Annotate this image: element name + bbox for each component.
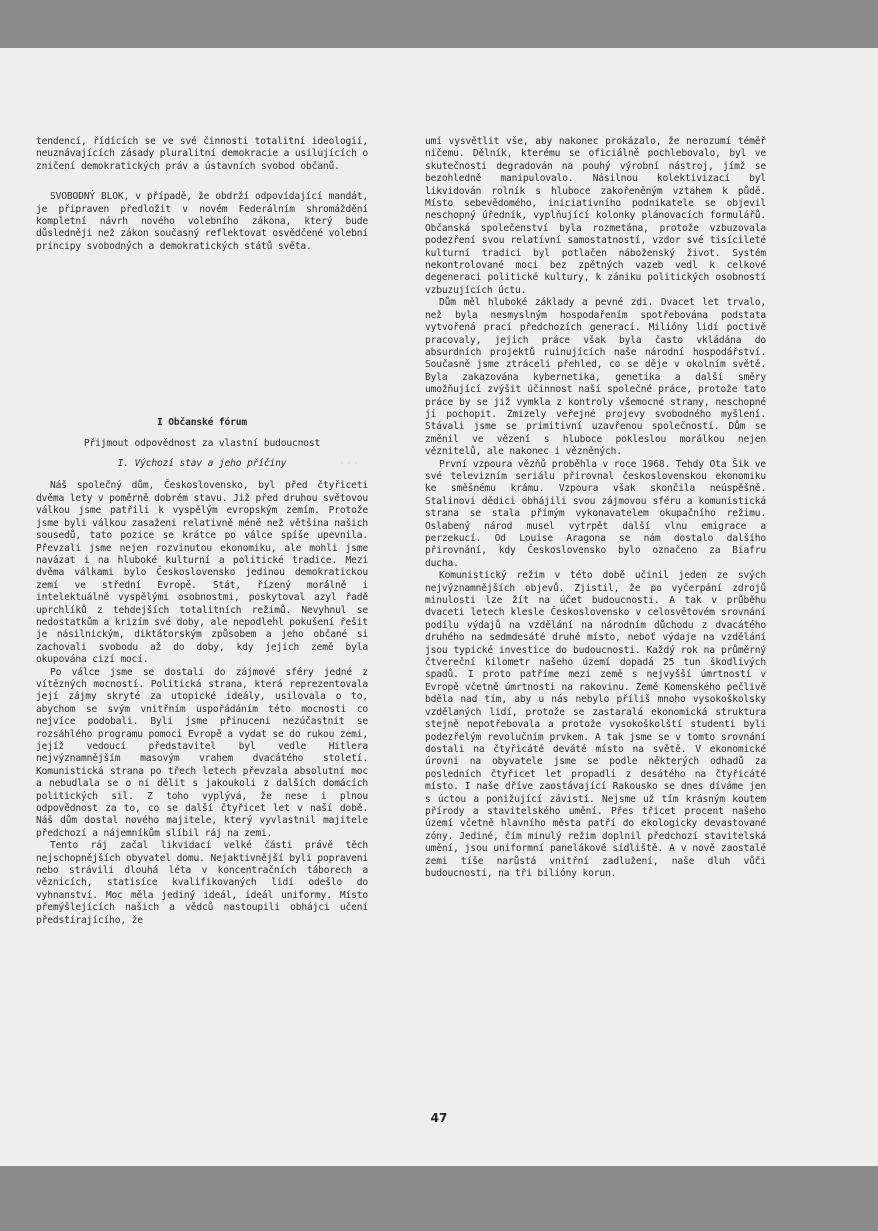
paragraph-nas-spolecny-dum: Náš společný dům, Československo, byl před čtyřiceti dvěma lety v poměrně dobrém stavu. Již před druhou světovou válkou jsme patřili k vyspělým evropským zemím. Protože jsme byli válkou zasaženi relativně méně než většina našich sousedů, tato pozice se krátce po válce spíše upevnila. Převzali jsme nejen rozvinutou ekonomiku, ale mohli jsme navázat i na hluboké kulturní a politické tradice. Mezi dvěma válkami bylo Československo jedinou demokratickou zemí ve střední Evropě. Stát, řízený morálně i intelektuálně vyspělými osobnostmi, poskytoval azyl řadě uprchlíků z tehdejších totalitních režimů. Nevyhnul se nedostatkům a krizím své doby, ale nepodlehl pokušení řešit je násilnickým, diktátorským způsobem a jeho občané si zachovali svobodu až do doby, kdy jejich země byla okupována cizí mocí. [36, 480, 368, 666]
section-heading: I Občanské fórum [156, 417, 247, 429]
document-page [0, 48, 878, 1166]
section-subtitle: Přijmout odpovědnost za vlastní budoucnost [83, 437, 321, 449]
spacer [36, 173, 368, 191]
left-text-column [36, 136, 368, 927]
subsection-heading: I. Výchozí stav a jeho příčiny [117, 458, 287, 470]
page-number: 47 [430, 1111, 448, 1125]
paragraph-tento-raj: Tento ráj začal likvidací velké části právě těch nejschopnějších obyvatel domu. Nejaktivnější byli popraveni nebo strávili dlouhá léta v koncentračních táborech a věznicích, statisíce kvalifikovaných lidí odešlo do vyhnanství. Moc měla jediný ideál, ideál uniformy. Místo přemýšlejících našich a vědců nastoupili obhájci učení předstírajícího, že [36, 840, 368, 926]
paragraph-po-valce: Po válce jsme se dostali do zájmové sféry jedné z vítězných mocností. Politická strana, která reprezentovala její zájmy skryté za utopické ideály, usilovala o to, abychom se svým vnitřním uspořádáním této mocnosti co nejvíce podobali. Byli jsme přinuceni nezúčastnit se rozsáhlého programu pomoci Evropě a vydat se do rukou zemi, jejíž vedoucí představitel byl vedle Hitlera nejvýznamnějším masovým vrahem dvacátého století. Komunistická strana po třech letech převzala absolutní moc a nebudlala se o ni dělit s jakoukoli z dalších domácích politických sil. Z toho vyplývá, že nese i plnou odpovědnost za to, co se další čtyřicet let v naší době. Náš dům dostal nového majitele, který vyvlastnil majitele předchozí a nájemníkům slíbil ráj na zemi. [36, 666, 368, 839]
spacer [36, 253, 368, 403]
scan-speck-mark: · · · [340, 460, 359, 467]
right-text-column [425, 136, 766, 880]
paragraph-opening: tendencí, řídících se ve své činnosti totalitní ideologií, neuznávajících zásady pluralitní demokracie a usilujících o zničení demokratických práv a ústavních svobod občanů. [36, 136, 368, 172]
paragraph-svobodny-blok: SVOBODNÝ BLOK, v případě, že obdrží odpovídající mandát, je připraven předložit v novém Federálním shromáždění kompletní návrh nového volebního zákona, který bude důsledněji než zákon současný reflektovat osvědčené volební principy svobodných a demokratických států světa. [36, 191, 368, 252]
paragraph-dum-mel: Dům měl hluboké základy a pevné zdi. Dvacet let trvalo, než byla nesmyslným hospodařením spotřebována podstata vytvořená prací předchozích generací. Milióny lidí poctivě pracovaly, jejich práce však byla často vkládána do absurdních projektů ruinujících naše národní hospodářství. Současně jsme ztráceli přehled, co se děje v okolním světě. Byla zakazována kybernetika, genetika a další směry umožňující zvýšit účinnost naší společné práce, protože tato práce by se již vymkla z kontroly všemocné strany, neschopné ji pochopit. Zmizely veřejné projevy svobodného myšlení. Stávali jsme se primitivní uzavřenou společností. Dům se změnil ve vězení s hluboce pokleslou morálkou nejen věznitelů, ale nakonec i vězněných. [425, 297, 766, 458]
paragraph-komunisticky-rezim: Komunistický režim v této době učinil jeden ze svých nejvýznamnějších objevů. Zjistil, že po vyčerpání zdrojů minulosti lze žít na účet budoucnosti. A tak v průběhu dvaceti letech klesle Československo v celosvětovém srovnání podílu výdajů na vzdělání na národním důchodu z dvacátého druhého na sedmdesáté druhé místo, neboť výdaje na vzdělání jsou typické investice do budoucnosti. Každý rok na průměrný čtvereční kilometr našeho území dopadá 25 tun škodlivých spadů. I proto patříme mezi země s nejvyšší úmrtností v Evropě včetně úmrtnosti na rakovinu. Země Komenského pečlivě bděla nad tím, aby u nás nebylo příliš mnoho vysokoškolsky vzdělaných lidí, protože se zastaralá ekonomická struktura stejně nepotřebovala a protože vysokoškolští studenti byli podezřelým revolučním prvkem. A tak jsme se v tomto srovnání dostali na čtyřicáté deváté místo na světě. V ekonomické úrovni na obyvatele jsme se podle některých odhadů za posledních čtyřicet let propadli z desátého na čtyřicáté místo. I naše dříve zaostávající Rakousko se dnes díváme jen s úctou a ponižující závistí. Nejsme už tím krásným koutem přírody a stavitelského umění. Přes třicet procent našeho území včetně hlavního města patří do ekologicky devastované zóny. Jediné, čím minulý režim doplnil předchozí stavitelská umění, jsou uniformní panelákové sídliště. A v nově zaostalé zemi tíše narůstá vnitřní zadlužení, naše dluh vůči budoucnosti, na tři bilióny korun. [425, 570, 766, 879]
paragraph-umi-vysvetlit: umí vysvětlit vše, aby nakonec prokázalo, že nerozumí téměř ničemu. Dělník, kterému se oficiálně pochlebovalo, byl ve skutečnosti degradován na pouhý výrobní nástroj, jímž se bezohledně manipulovalo. Násilnou kolektivizací byl likvidován rolník s hluboce zakořeněným vztahem k půdě. Místo sebevědomého, iniciativního podnikatele se objevil neschopný úředník, vyplňující kolonky plánovacích formulářů. Občanská společenství byla rozmetána, protože vzbuzovala podezření svou relativní samostatností, vzdor své tisícileté kulturní tradici byl potlačen náboženský život. Systém nekontrolované moci bez zpětných vazeb vedl k celkové degeneraci politické kultury, k zániku politických osobností vzbuzujících úctu. [425, 136, 766, 296]
paragraph-prvni-vzpoura: První vzpoura vězňů proběhla v roce 1968. Tehdy Ota Šik ve své televizním seriálu přirovnal československou ekonomiku ke směšnému krámu. Vzpoura však skončila neúspěšně. Stalinovi dědici obhájili svou zájmovou sféru a komunistická strana se stala přímým vykonavatelem okupačního režimu. Oslabený národ musel vytrpět další vlnu emigrace a perzekucí. Od Louise Aragona se nám dostalo dalšího přirovnání, kdy Československo bylo označeno za Biafru ducha. [425, 458, 766, 569]
